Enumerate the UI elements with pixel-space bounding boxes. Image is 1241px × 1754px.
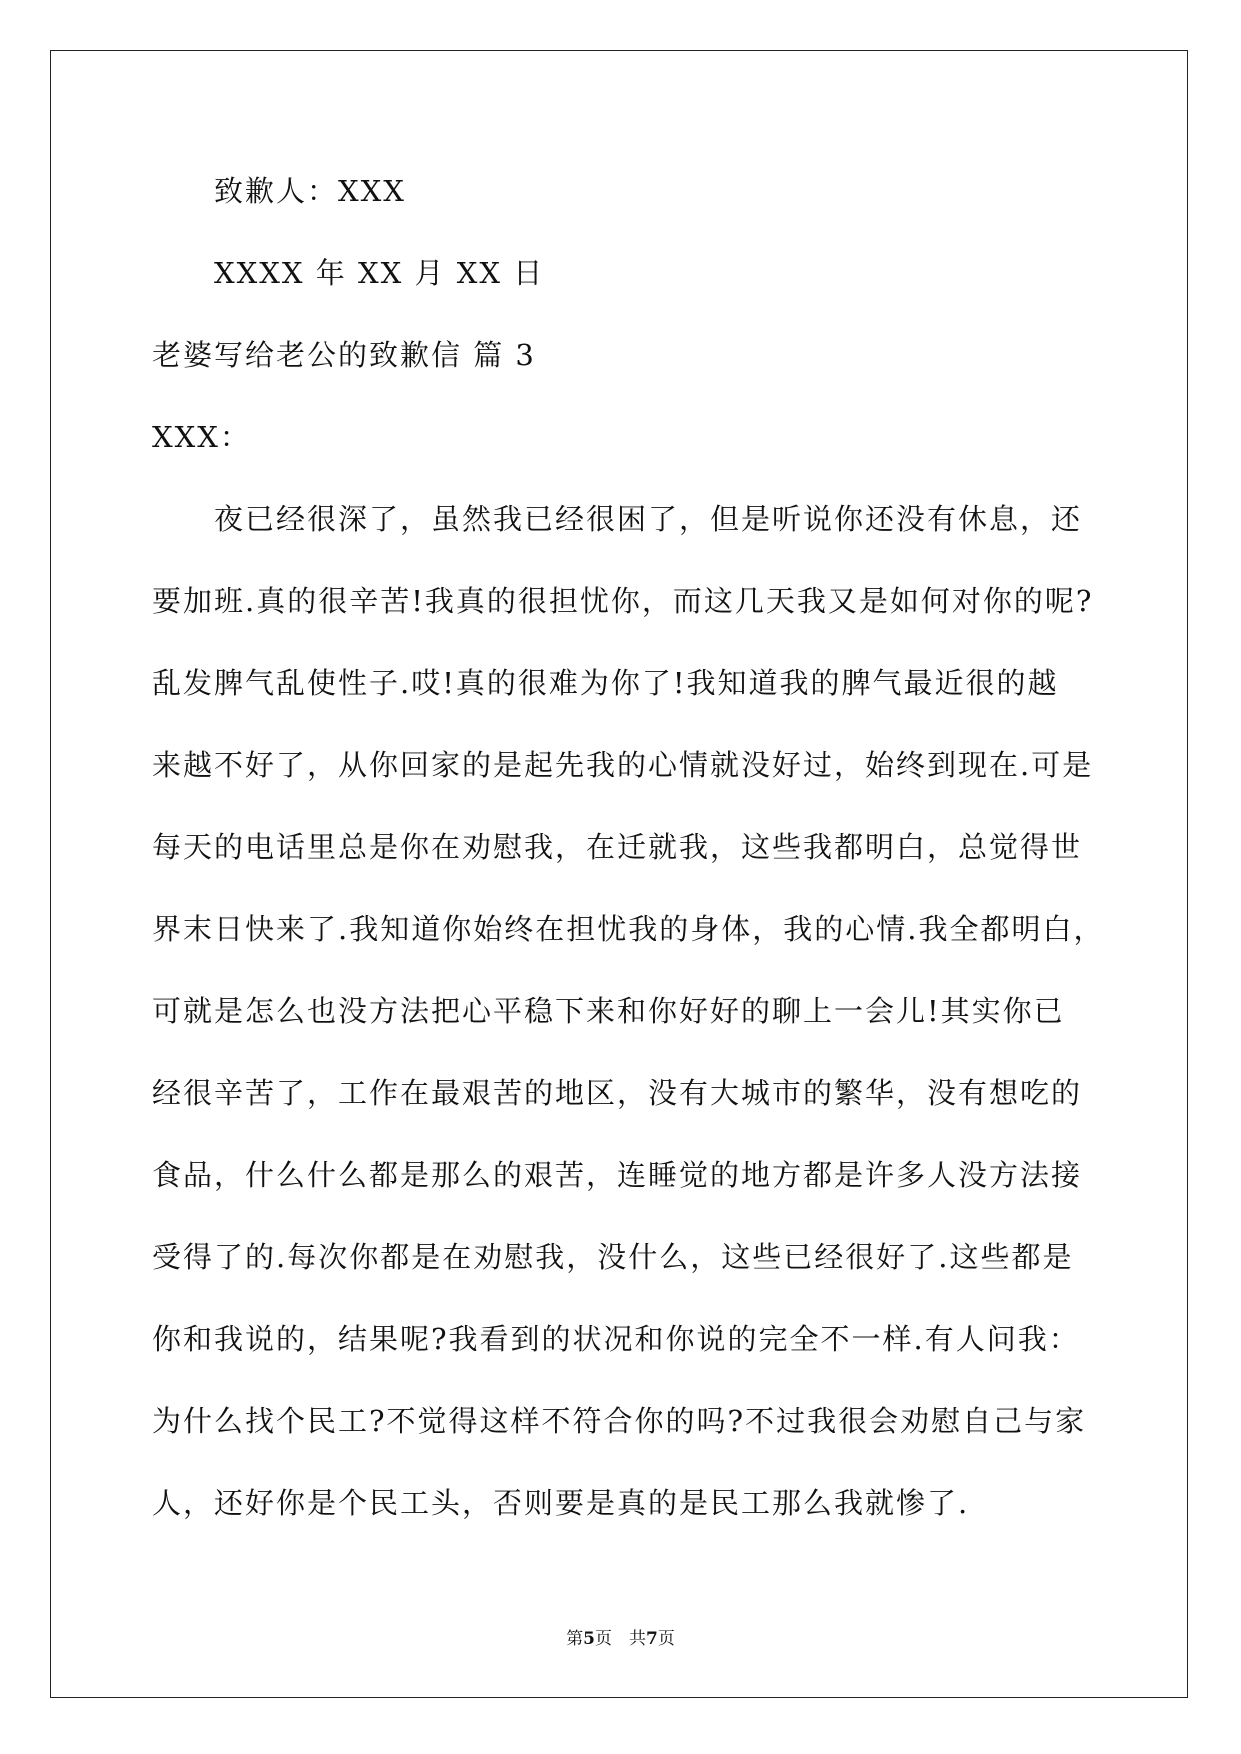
body-line: 受得了的.每次你都是在劝慰我，没什么，这些已经很好了.这些都是	[152, 1240, 1074, 1274]
body-line: 夜已经很深了，虽然我已经很困了，但是听说你还没有休息，还	[214, 502, 1083, 536]
footer-page-number: 5	[583, 1629, 595, 1649]
body-line: 来越不好了，从你回家的是起先我的心情就没好过，始终到现在.可是	[152, 748, 1094, 782]
body-line: 经很辛苦了，工作在最艰苦的地区，没有大城市的繁华，没有想吃的	[152, 1076, 1083, 1110]
body-line: 可就是怎么也没方法把心平稳下来和你好好的聊上一会儿!其实你已	[152, 994, 1065, 1028]
body-line: 乱发脾气乱使性子.哎!真的很难为你了!我知道我的脾气最近很的越	[152, 666, 1059, 700]
signature-line: 致歉人：XXX	[214, 174, 406, 208]
salutation: XXX：	[152, 420, 251, 454]
footer-page-mid: 页 共	[595, 1629, 646, 1649]
footer-page-prefix: 第	[566, 1629, 584, 1649]
body-line: 食品，什么什么都是那么的艰苦，连睡觉的地方都是许多人没方法接	[152, 1158, 1083, 1192]
body-line: 要加班.真的很辛苦!我真的很担忧你，而这几天我又是如何对你的呢?	[152, 584, 1094, 618]
body-line: 每天的电话里总是你在劝慰我，在迁就我，这些我都明白，总觉得世	[152, 830, 1083, 864]
body-line: 为什么找个民工?不觉得这样不符合你的吗?不过我很会劝慰自己与家	[152, 1404, 1087, 1438]
section-heading: 老婆写给老公的致歉信 篇 3	[152, 338, 536, 372]
footer-page-suffix: 页	[657, 1629, 675, 1649]
date-line: XXXX 年 XX 月 XX 日	[214, 256, 545, 290]
body-line: 你和我说的，结果呢?我看到的状况和你说的完全不一样.有人问我：	[152, 1322, 1080, 1356]
footer-page-total: 7	[646, 1629, 658, 1649]
body-line: 人，还好你是个民工头，否则要是真的是民工那么我就惨了.	[152, 1486, 970, 1520]
body-line: 界末日快来了.我知道你始终在担忧我的身体，我的心情.我全都明白，	[152, 912, 1105, 946]
page-footer	[0, 1629, 1241, 1649]
page-border	[50, 50, 1188, 1698]
